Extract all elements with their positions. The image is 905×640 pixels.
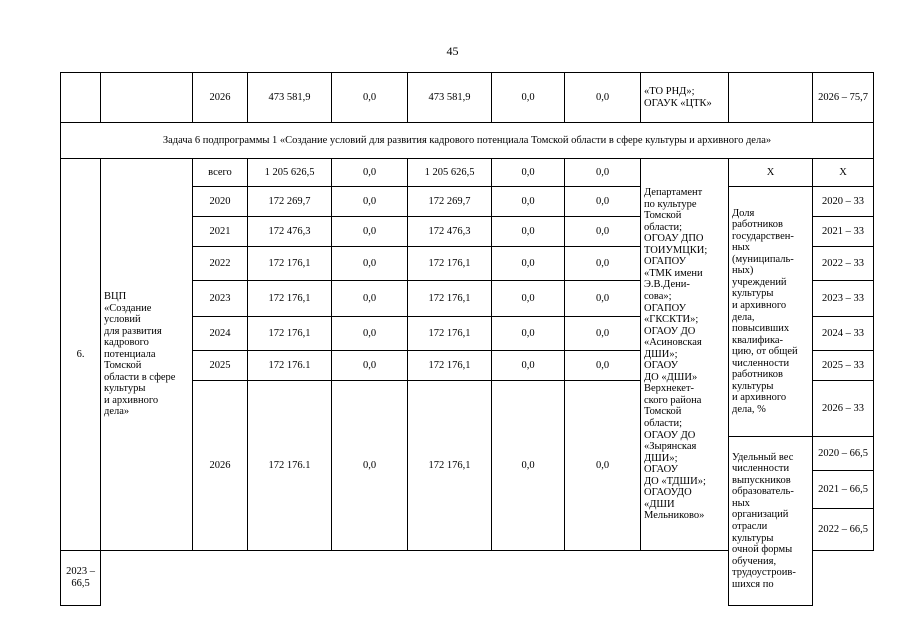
- total-cell: 172 269,7: [248, 187, 332, 217]
- section-executor-cell: Департамент по культуре Томской области; ОГОАУ ДПО ТОИУМЦКИ; ОГАПОУ «ТМК имени Э.В.Дени- сова»; ОГАПОУ «ГКСКТИ»; ОГАОУ ДО «Асиновская ДШИ»; ОГАОУ ДО «ДШИ» Верхнекет- ского района Томской области; ОГАОУ ДО «Зырянская ДШИ»; ОГАОУ ДО «ТДШИ»; ОГАОУДО «ДШИ Мельниково»: [641, 159, 729, 551]
- total-cell: 172 176,1: [248, 317, 332, 351]
- federal-cell: 0,0: [332, 317, 408, 351]
- indicator2-name-cell: Удельный вес численности выпускников образователь- ных организаций отрасли культуры очной формы обучения, трудоустроив- шихся по: [729, 437, 813, 606]
- federal-cell: 0,0: [332, 159, 408, 187]
- regional-cell: 172 476,3: [408, 217, 492, 247]
- year-cell: 2026: [193, 381, 248, 551]
- indicator-value-cell: 2020 – 66,5: [813, 437, 874, 471]
- total-cell: 172 176,1: [248, 281, 332, 317]
- federal-cell: 0,0: [332, 73, 408, 123]
- other-cell: 0,0: [565, 281, 641, 317]
- executor-cell: «ТО РНД»; ОГАУК «ЦТК»: [641, 73, 729, 123]
- total-cell: 172 176.1: [248, 351, 332, 381]
- regional-cell: 172 269,7: [408, 187, 492, 217]
- federal-cell: 0,0: [332, 247, 408, 281]
- total-cell: 172 176,1: [248, 247, 332, 281]
- indicator-x-mark: Х: [729, 159, 813, 187]
- local-cell: 0,0: [492, 281, 565, 317]
- name-cell: [101, 73, 193, 123]
- local-cell: 0,0: [492, 187, 565, 217]
- other-cell: 0,0: [565, 381, 641, 551]
- local-cell: 0,0: [492, 247, 565, 281]
- federal-cell: 0,0: [332, 281, 408, 317]
- indicator-value-cell: 2023 – 66,5: [61, 551, 101, 606]
- regional-cell: 1 205 626,5: [408, 159, 492, 187]
- other-cell: 0,0: [565, 247, 641, 281]
- local-cell: 0,0: [492, 159, 565, 187]
- year-cell: 2021: [193, 217, 248, 247]
- regional-cell: 473 581,9: [408, 73, 492, 123]
- indicator-name-cell: [729, 73, 813, 123]
- year-cell: 2025: [193, 351, 248, 381]
- indicator-value-cell: 2022 – 33: [813, 247, 874, 281]
- number-cell: [61, 73, 101, 123]
- regional-cell: 172 176,1: [408, 381, 492, 551]
- indicator-value-cell: 2026 – 75,7: [813, 73, 874, 123]
- regional-cell: 172 176,1: [408, 281, 492, 317]
- indicator1-name-cell: Доля работников государствен- ных (муниципаль- ных) учреждений культуры и архивного дела, повысивших квалифика- цию, от общей численности работников культуры и архивного дела, %: [729, 187, 813, 437]
- other-cell: 0,0: [565, 73, 641, 123]
- total-cell: 473 581,9: [248, 73, 332, 123]
- indicator-value-cell: 2021 – 66,5: [813, 471, 874, 509]
- local-cell: 0,0: [492, 381, 565, 551]
- other-cell: 0,0: [565, 159, 641, 187]
- year-cell: всего: [193, 159, 248, 187]
- regional-cell: 172 176,1: [408, 247, 492, 281]
- task-title: Задача 6 подпрограммы 1 «Создание условий для развития кадрового потенциала Томской области в сфере культуры и архивного дела»: [61, 123, 874, 159]
- indicator-value-cell: 2021 – 33: [813, 217, 874, 247]
- other-cell: 0,0: [565, 317, 641, 351]
- indicator-value-cell: 2023 – 33: [813, 281, 874, 317]
- other-cell: 0,0: [565, 351, 641, 381]
- federal-cell: 0,0: [332, 381, 408, 551]
- regional-cell: 172 176,1: [408, 317, 492, 351]
- regional-cell: 172 176,1: [408, 351, 492, 381]
- year-cell: 2020: [193, 187, 248, 217]
- federal-cell: 0,0: [332, 351, 408, 381]
- indicator-value-cell: 2022 – 66,5: [813, 509, 874, 551]
- total-cell: 1 205 626,5: [248, 159, 332, 187]
- indicator-value-cell: 2024 – 33: [813, 317, 874, 351]
- section-name-cell: ВЦП «Создание условий для развития кадрового потенциала Томской области в сфере культуры и архивного дела»: [101, 159, 193, 551]
- other-cell: 0,0: [565, 187, 641, 217]
- table-row: [61, 159, 874, 187]
- year-cell: 2024: [193, 317, 248, 351]
- local-cell: 0,0: [492, 317, 565, 351]
- total-cell: 172 476,3: [248, 217, 332, 247]
- federal-cell: 0,0: [332, 217, 408, 247]
- year-cell: 2026: [193, 73, 248, 123]
- section-number: 6.: [61, 159, 101, 551]
- federal-cell: 0,0: [332, 187, 408, 217]
- other-cell: 0,0: [565, 217, 641, 247]
- indicator-value-cell: 2026 – 33: [813, 381, 874, 437]
- total-cell: 172 176.1: [248, 381, 332, 551]
- local-cell: 0,0: [492, 351, 565, 381]
- indicator-value-cell: 2020 – 33: [813, 187, 874, 217]
- year-cell: 2022: [193, 247, 248, 281]
- local-cell: 0,0: [492, 217, 565, 247]
- year-cell: 2023: [193, 281, 248, 317]
- program-table: [60, 72, 874, 606]
- value-x-mark: Х: [813, 159, 874, 187]
- page-number: 45: [446, 44, 459, 58]
- task-row: [61, 123, 874, 159]
- table-row: [61, 73, 874, 123]
- indicator-value-cell: 2025 – 33: [813, 351, 874, 381]
- local-cell: 0,0: [492, 73, 565, 123]
